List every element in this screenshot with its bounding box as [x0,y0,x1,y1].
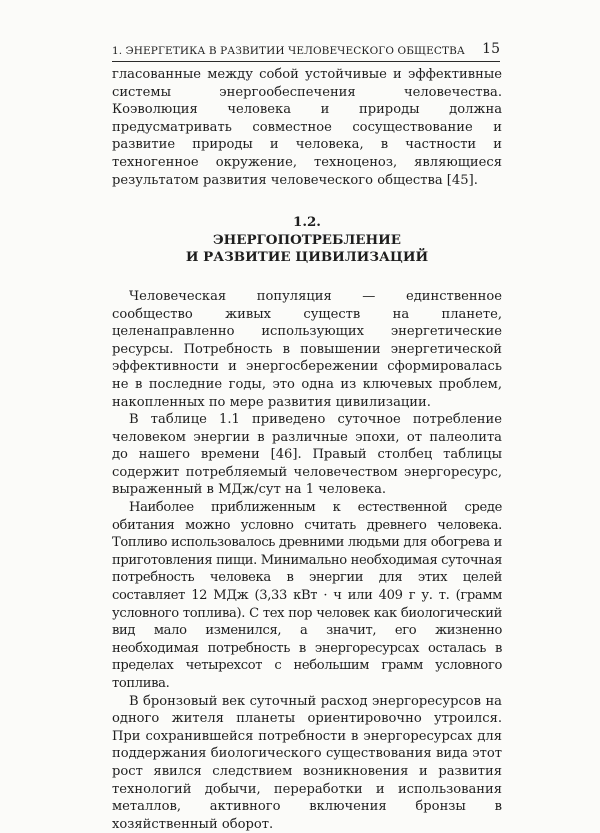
paragraph: Наиболее приближенным к естественной среде обитания можно условно считать древнего человека. Топливо использовалось древними людьми для обогрева и приготовления пищи. Минимально необходимая суточная потребность человека в энергии для этих целей составляет 12 МДж (3,33 кВт · ч или 409 г у. т. (грамм условного топлива). С тех пор человек как биологический вид мало изменился, а значит, его жизненно необходимая потребность в энергоресурсах осталась в пределах четырехсот с небольшим грамм условного топлива. [112,500,502,691]
section-title-line-2: И РАЗВИТИЕ ЦИВИЛИЗАЦИЙ [185,249,429,266]
page-number: 15 [482,41,500,57]
running-header [112,41,500,62]
section-title-line-1: ЭНЕРГОПОТРЕБЛЕНИЕ [212,231,402,248]
section-number: 1.2. [293,214,321,231]
body-text [112,66,502,833]
continuation-paragraph: гласованные между собой устойчивые и эффективные системы энергообеспечения человечества. Коэволюция человека и природы должна предусматривать совместное сосуществование и развитие природы и человека, в частности и техногенное окружение, техноценоз, являющиеся результатом развития человеческого общества [45]. [112,67,502,188]
section-heading [112,214,502,267]
paragraph: В таблице 1.1 приведено суточное потребление человеком энергии в различные эпохи, от палеолита до нашего времени [46]. Правый столбец таблицы содержит потребляемый человечеством энергоресурс, выраженный в МДж/сут на 1 человека. [112,412,502,498]
paragraph: Человеческая популяция — единственное сообщество живых существ на планете, целенаправленно использующих энергетические ресурсы. Потребность в повышении энергетической эффективности и энергосбережении сформировалась не в последние годы, это одна из ключевых проблем, накопленных по мере развития цивилизации. [112,288,502,410]
paragraph: В бронзовый век суточный расход энергоресурсов на одного жителя планеты ориентировочно утроился. При сохранившейся потребности в энергоресурсах для поддержания биологического существования вида этот рост явился следствием возникновения и развития технологий добычи, переработки и использования металлов, активного включения бронзы в хозяйственный оборот. [112,693,502,832]
running-title: 1. ЭНЕРГЕТИКА В РАЗВИТИИ ЧЕЛОВЕЧЕСКОГО ОБЩЕСТВА [112,45,465,57]
